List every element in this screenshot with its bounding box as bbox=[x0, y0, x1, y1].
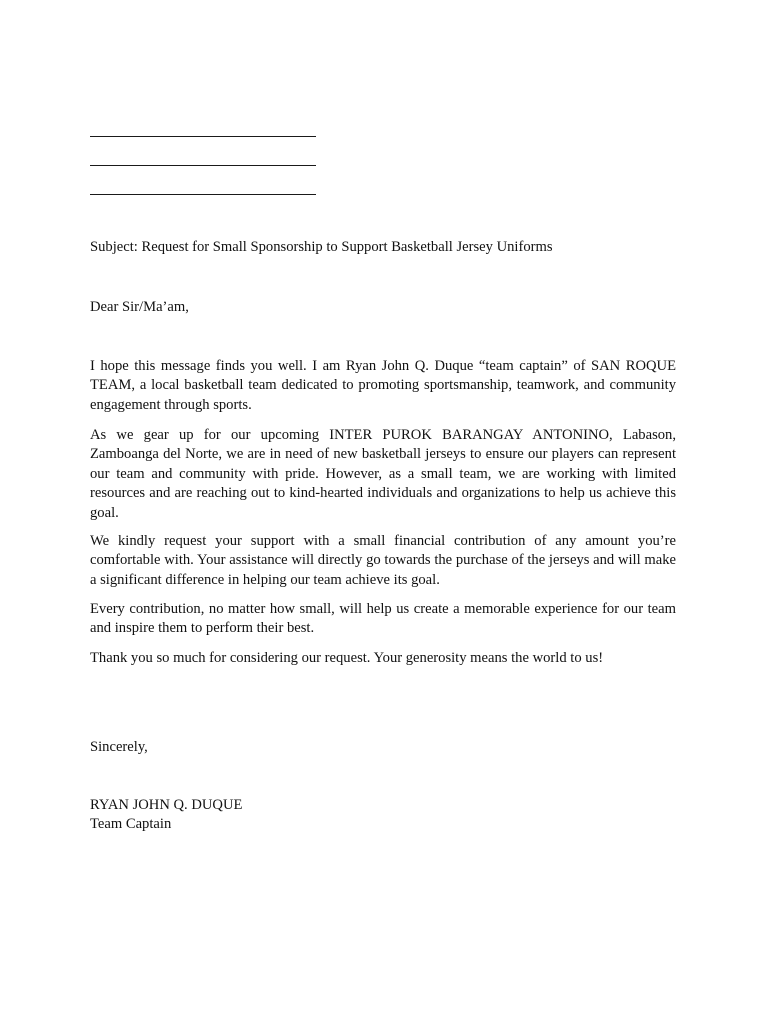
letter-paragraph: We kindly request your support with a small financial contribution of any amount you’re comfortable with. Your assistance will directly go towards the purchase of the jerseys and will make a significant difference in helping our team achieve its goal. bbox=[90, 533, 676, 588]
letter-salutation: Dear Sir/Ma’am, bbox=[90, 299, 189, 315]
letter-paragraph: Every contribution, no matter how small, will help us create a memorable experience for our team and inspire them to perform their best. bbox=[90, 601, 676, 637]
letter-closing: Sincerely, bbox=[90, 739, 148, 755]
signature-title: Team Captain bbox=[90, 816, 172, 832]
letter-subject: Subject: Request for Small Sponsorship to Support Basketball Jersey Uniforms bbox=[90, 239, 553, 255]
letter-paragraph: Thank you so much for considering our request. Your generosity means the world to us! bbox=[90, 650, 604, 666]
recipient-blank-line-2 bbox=[90, 165, 316, 166]
letter-paragraph: As we gear up for our upcoming INTER PUROK BARANGAY ANTONINO, Labason, Zamboanga del Norte, we are in need of new basketball jerseys to ensure our players can represent our team and community with pride. However, as a small team, we are working with limited resources and are reaching out to kind-hearted individuals and organizations to help us achieve this goal. bbox=[90, 427, 676, 521]
recipient-blank-line-3 bbox=[90, 194, 316, 195]
recipient-blank-line-1 bbox=[90, 136, 316, 137]
letter-paragraph: I hope this message finds you well. I am Ryan John Q. Duque “team captain” of SAN ROQUE TEAM, a local basketball team dedicated to promoting sportsmanship, teamwork, and community engagement through sports. bbox=[90, 358, 676, 413]
signature-name: RYAN JOHN Q. DUQUE bbox=[90, 797, 243, 813]
